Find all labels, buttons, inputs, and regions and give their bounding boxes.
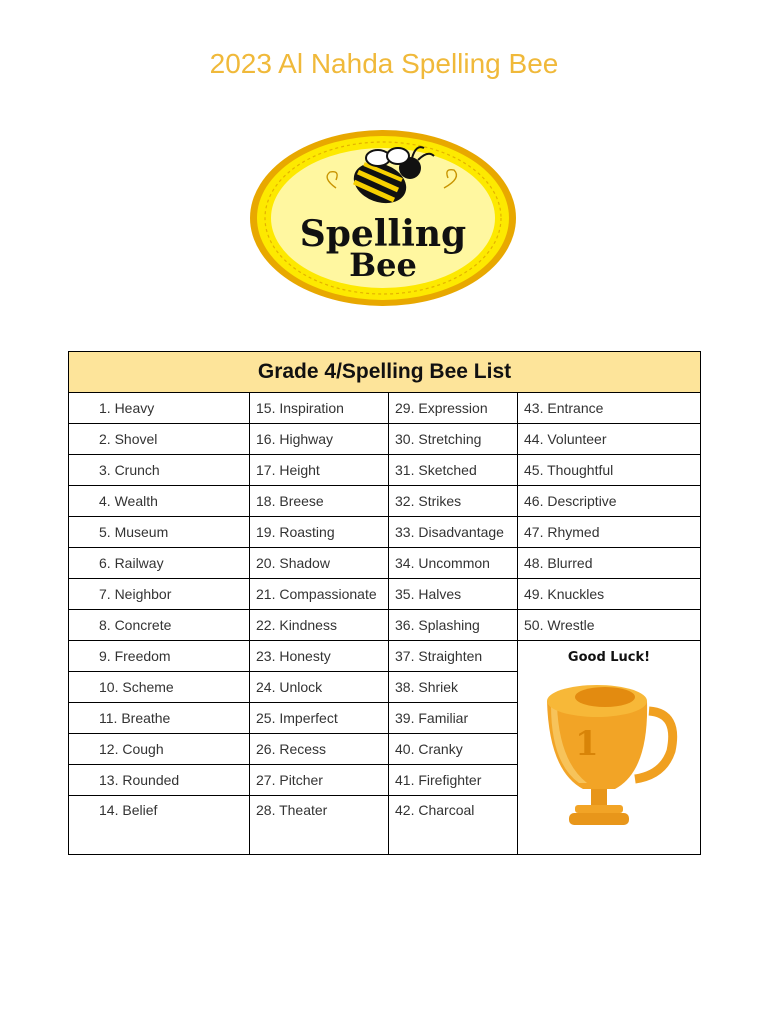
word-cell: 50. Wrestle xyxy=(518,610,701,641)
word-cell: 23. Honesty xyxy=(250,641,389,672)
word-cell: 35. Halves xyxy=(389,579,518,610)
word-cell: 41. Firefighter xyxy=(389,765,518,796)
word-cell: 19. Roasting xyxy=(250,517,389,548)
word-cell: 4. Wealth xyxy=(69,486,250,517)
word-cell: 9. Freedom xyxy=(69,641,250,672)
word-cell: 20. Shadow xyxy=(250,548,389,579)
svg-text:Spelling: Spelling xyxy=(299,213,467,255)
word-cell: 38. Shriek xyxy=(389,672,518,703)
word-cell: 40. Cranky xyxy=(389,734,518,765)
word-cell: 21. Compassionate xyxy=(250,579,389,610)
table-row xyxy=(69,641,701,672)
word-cell: 5. Museum xyxy=(69,517,250,548)
word-cell: 46. Descriptive xyxy=(518,486,701,517)
word-cell: 26. Recess xyxy=(250,734,389,765)
word-cell: 13. Rounded xyxy=(69,765,250,796)
word-cell: 7. Neighbor xyxy=(69,579,250,610)
good-luck-cell xyxy=(518,641,701,855)
word-cell: 2. Shovel xyxy=(69,424,250,455)
table-heading: Grade 4/Spelling Bee List xyxy=(69,352,701,393)
word-cell: 16. Highway xyxy=(250,424,389,455)
word-cell: 33. Disadvantage xyxy=(389,517,518,548)
table-row xyxy=(69,486,701,517)
word-cell: 18. Breese xyxy=(250,486,389,517)
word-cell: 36. Splashing xyxy=(389,610,518,641)
spelling-bee-logo xyxy=(248,128,518,308)
word-cell: 43. Entrance xyxy=(518,393,701,424)
word-cell: 37. Straighten xyxy=(389,641,518,672)
word-cell: 14. Belief xyxy=(69,796,250,855)
page-title: 2023 Al Nahda Spelling Bee xyxy=(209,48,559,79)
word-cell: 25. Imperfect xyxy=(250,703,389,734)
table-row xyxy=(69,393,701,424)
word-cell: 11. Breathe xyxy=(69,703,250,734)
word-cell: 45. Thoughtful xyxy=(518,455,701,486)
word-cell: 28. Theater xyxy=(250,796,389,855)
table-row xyxy=(69,548,701,579)
word-cell: 8. Concrete xyxy=(69,610,250,641)
word-cell: 29. Expression xyxy=(389,393,518,424)
word-cell: 48. Blurred xyxy=(518,548,701,579)
word-cell: 3. Crunch xyxy=(69,455,250,486)
word-cell: 15. Inspiration xyxy=(250,393,389,424)
word-cell: 17. Height xyxy=(250,455,389,486)
word-cell: 47. Rhymed xyxy=(518,517,701,548)
table-row xyxy=(69,424,701,455)
word-cell: 12. Cough xyxy=(69,734,250,765)
word-cell: 6. Railway xyxy=(69,548,250,579)
good-luck-text: Good Luck! xyxy=(567,650,651,665)
spelling-list-table xyxy=(68,351,701,855)
word-cell: 1. Heavy xyxy=(69,393,250,424)
word-cell: 39. Familiar xyxy=(389,703,518,734)
table-row xyxy=(69,517,701,548)
word-cell: 42. Charcoal xyxy=(389,796,518,855)
word-cell: 31. Sketched xyxy=(389,455,518,486)
word-cell: 34. Uncommon xyxy=(389,548,518,579)
word-cell: 27. Pitcher xyxy=(250,765,389,796)
trophy-icon xyxy=(539,671,679,831)
word-cell: 49. Knuckles xyxy=(518,579,701,610)
svg-text:Bee: Bee xyxy=(349,246,417,284)
word-cell: 22. Kindness xyxy=(250,610,389,641)
table-row xyxy=(69,610,701,641)
word-cell: 30. Stretching xyxy=(389,424,518,455)
word-cell: 24. Unlock xyxy=(250,672,389,703)
word-cell: 32. Strikes xyxy=(389,486,518,517)
table-row xyxy=(69,579,701,610)
word-cell: 10. Scheme xyxy=(69,672,250,703)
table-row xyxy=(69,455,701,486)
trophy-number: 1 xyxy=(575,724,599,764)
word-cell: 44. Volunteer xyxy=(518,424,701,455)
